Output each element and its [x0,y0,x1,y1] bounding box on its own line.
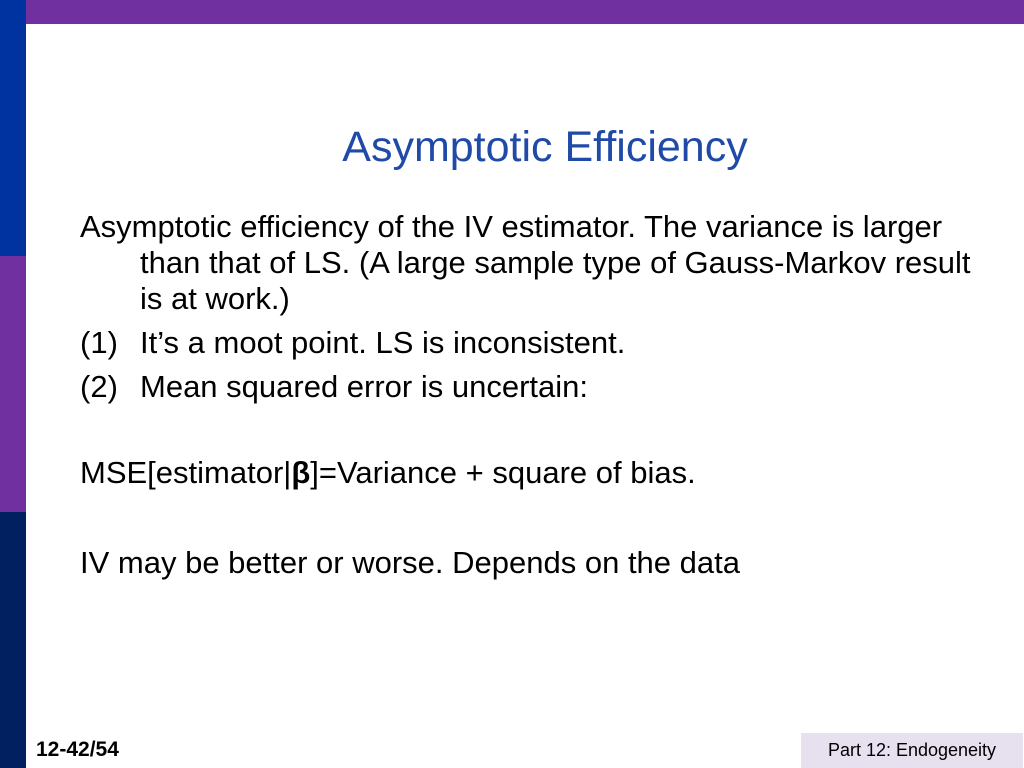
mse-suffix: ]=Variance + square of bias. [310,455,696,490]
left-bar-segment-middle [0,256,26,512]
beta-symbol: β [291,455,311,490]
slide-title: Asymptotic Efficiency [342,123,748,171]
left-bar-segment-top [0,0,26,256]
list-item [80,369,980,405]
left-accent-bar [0,0,26,768]
list-item [80,325,980,361]
footer-part-text: Part 12: Endogeneity [827,740,997,760]
list-item-number: (1) [80,325,118,360]
footer-part-label [801,733,1023,768]
conclusion-text: IV may be better or worse. Depends on the data [80,545,740,580]
intro-paragraph: Asymptotic efficiency of the IV estimator. The variance is larger than that of LS. (A large sample type of Gauss-Markov result is at work.) [80,209,971,316]
mse-prefix: MSE[estimator| [80,455,292,490]
top-accent-bar [0,0,1024,24]
slide-number: 12-42/54 [36,738,119,761]
left-bar-segment-bottom [0,512,26,768]
slide-body [80,209,980,581]
mse-formula [80,455,980,491]
list-item-number: (2) [80,369,118,404]
list-item-text: Mean squared error is uncertain: [140,369,589,404]
list-item-text: It’s a moot point. LS is inconsistent. [140,325,626,360]
